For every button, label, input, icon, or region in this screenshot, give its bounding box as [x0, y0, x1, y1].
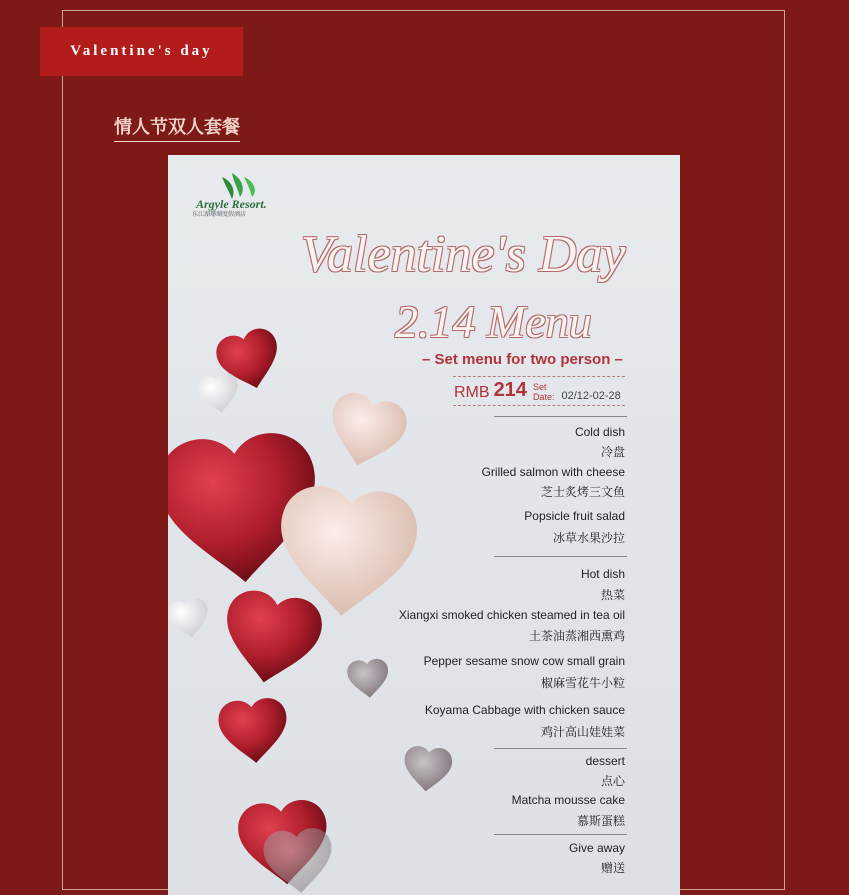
menu-cn: 慕斯蛋糕	[576, 814, 625, 828]
title-line1: Valentine's Day	[301, 226, 626, 283]
price-amount: 214	[493, 379, 527, 401]
logo-brand: Argyle Resort.	[196, 197, 267, 211]
menu-en: Matcha mousse cake	[511, 793, 625, 807]
menu-poster-image	[168, 155, 680, 895]
valentines-tag: Valentine's day	[40, 27, 243, 76]
menu-en: Koyama Cabbage with chicken sauce	[424, 703, 625, 717]
menu-cn: 冰草水果沙拉	[552, 531, 625, 545]
date-value: 02/12-02-28	[561, 390, 621, 402]
menu-cn: 冷盘	[600, 445, 625, 459]
menu-en: Popsicle fruit salad	[524, 509, 625, 523]
menu-en: Xiangxi smoked chicken steamed in tea oil	[398, 608, 625, 622]
price-currency: RMB	[454, 384, 490, 401]
menu-en: Hot dish	[580, 567, 625, 581]
page-subtitle: 情人节双人套餐	[114, 113, 240, 142]
price-top-divider	[453, 376, 625, 377]
menu-cn: 鸡汁高山娃娃菜	[540, 725, 625, 739]
menu-en: Give away	[568, 841, 625, 855]
section-divider	[494, 556, 627, 557]
set-label: Set	[532, 382, 547, 392]
menu-cn: 椒麻雪花牛小粒	[540, 676, 625, 690]
menu-cn: 点心	[600, 774, 625, 788]
menu-en: Pepper sesame snow cow small grain	[423, 654, 625, 668]
logo-subtitle: 东江湖珊瑚度假酒店	[192, 212, 247, 218]
price-bottom-divider	[453, 405, 625, 406]
price-row	[454, 379, 621, 402]
title-line2: 2.14 Menu	[395, 296, 592, 347]
section-divider	[494, 834, 627, 835]
section-divider	[494, 748, 627, 749]
set-date-label	[533, 382, 555, 402]
menu-cn: 赠送	[600, 861, 625, 875]
date-label: Date:	[532, 392, 555, 402]
menu-en: dessert	[585, 754, 625, 768]
menu-cn: 土茶油蒸湘西熏鸡	[528, 629, 625, 643]
set-menu-line: – Set menu for two person –	[422, 351, 623, 368]
menu-en: Grilled salmon with cheese	[481, 465, 625, 479]
section-divider	[494, 416, 627, 417]
menu-en: Cold dish	[574, 425, 625, 439]
menu-cn: 热菜	[600, 588, 625, 602]
menu-cn: 芝士炙烤三文鱼	[540, 485, 625, 499]
